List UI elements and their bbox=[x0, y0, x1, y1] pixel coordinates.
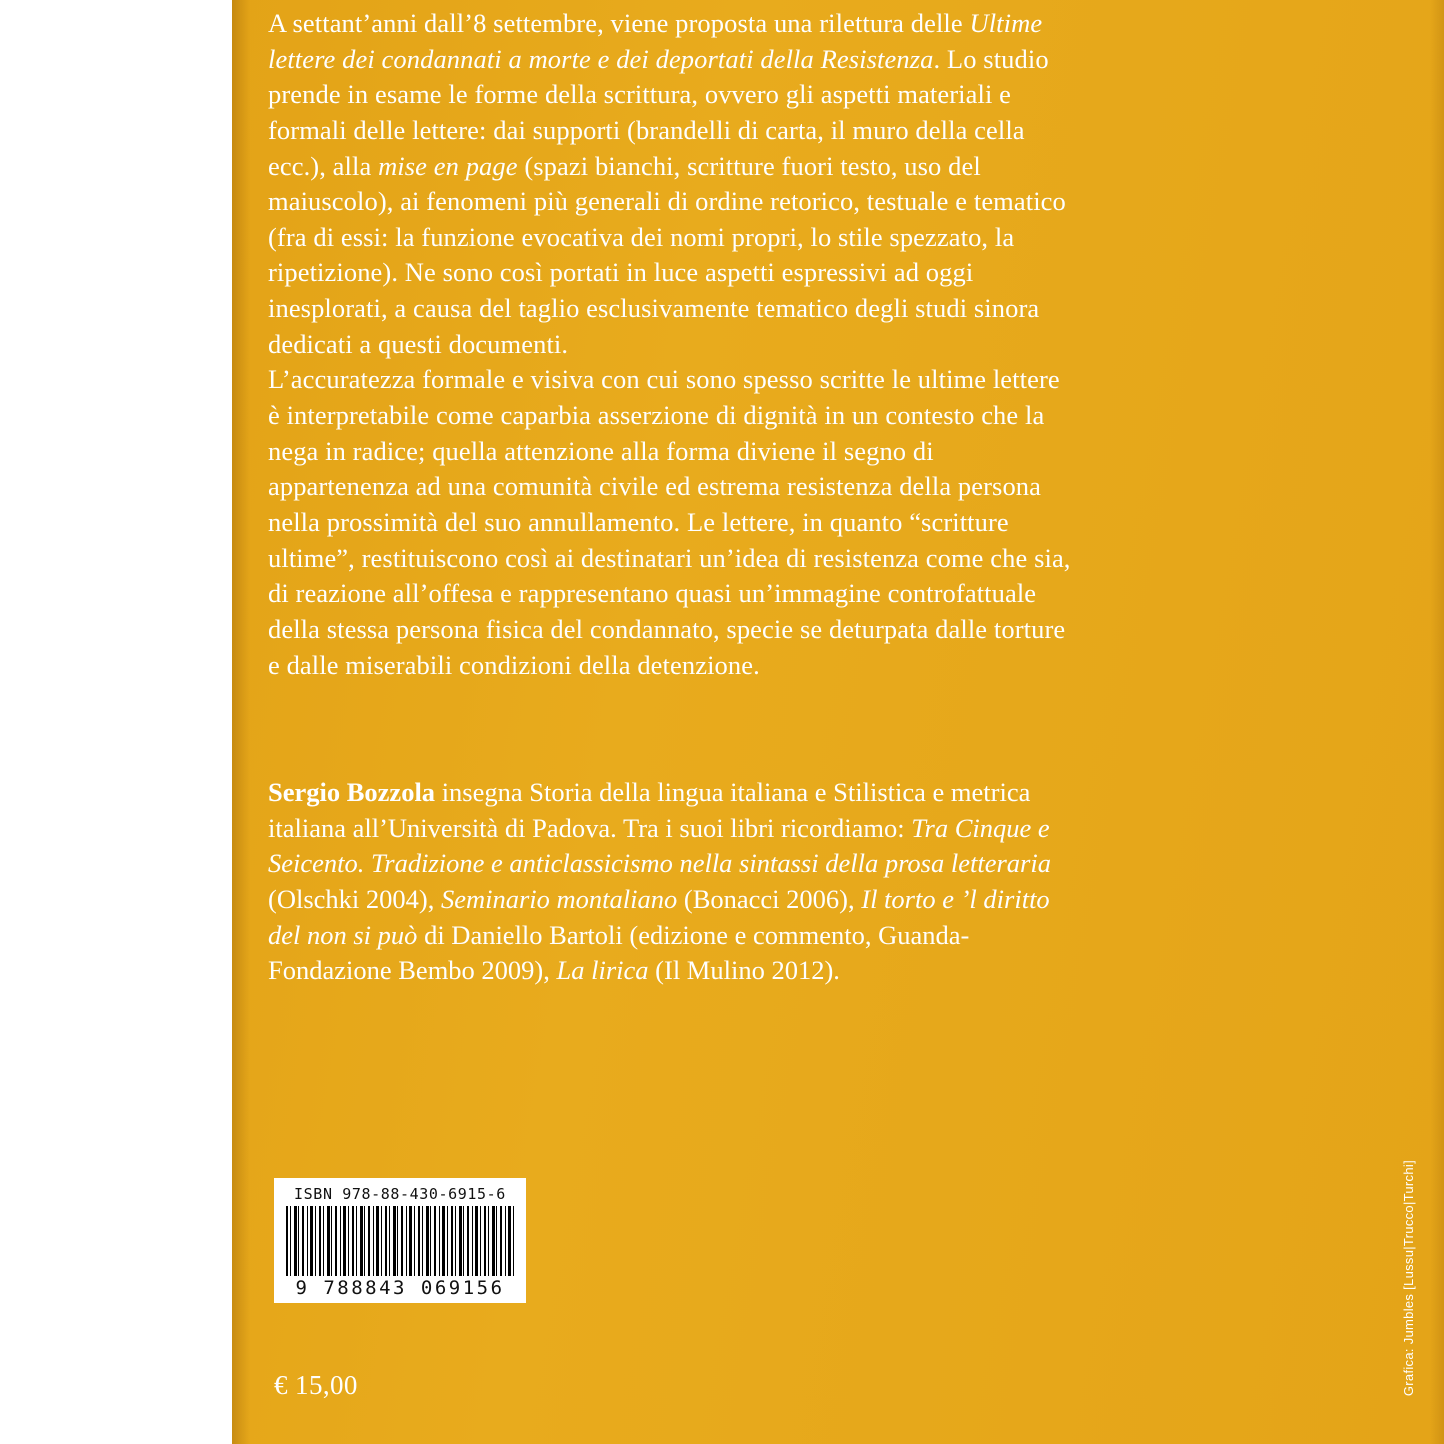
barcode-bars bbox=[286, 1206, 514, 1276]
bio-title-1: Tra Cinque e Seicento. Tradizione e anticlassicismo nella sintassi della prosa letteraria bbox=[268, 812, 1051, 879]
blurb-p1-italic-1: Ultime lettere dei condannati a morte e dei deportati della Resistenza bbox=[268, 8, 1043, 74]
bio-seg4: di Daniello Bartoli (edizione e commento, Guanda-Fondazione Bembo 2009), bbox=[268, 919, 970, 986]
book-cover bbox=[232, 0, 1444, 1444]
blurb-p1-italic-2: mise en page bbox=[378, 150, 518, 181]
bio-seg1: insegna Storia della lingua italiana e Stilistica e metrica italiana all’Università di Padova. Tra i suoi libri ricordiamo: bbox=[268, 777, 1031, 843]
bio-title-4: La lirica bbox=[556, 955, 649, 986]
blurb-p1-seg1: A settant’anni dall’8 settembre, viene proposta una rilettura delle bbox=[268, 8, 970, 38]
author-name: Sergio Bozzola bbox=[268, 777, 436, 807]
isbn-label: ISBN 978-88-430-6915-6 bbox=[294, 1185, 506, 1203]
blurb-paragraph-1 bbox=[268, 6, 1078, 362]
barcode-digits: 9 788843 069156 bbox=[295, 1277, 505, 1299]
edge-shadow bbox=[1430, 0, 1444, 1444]
isbn-barcode bbox=[274, 1178, 526, 1303]
bio-title-2: Seminario montaliano bbox=[440, 883, 678, 914]
bio-title-3: Il torto e ’l diritto del non si può bbox=[268, 883, 1050, 950]
bio-seg2: (Olschki 2004), bbox=[268, 883, 441, 914]
blurb-p1-seg3: (spazi bianchi, scritture fuori testo, uso del maiuscolo), ai fenomeni più generali di ordine retorico, testuale e tematico (fra di essi: la funzione evocativa dei nomi propri, lo stile spezzato, la ripetizione). Ne sono così portati in luce aspetti espressivi ad oggi inesplorati, a causa del taglio esclusivamente tematico degli studi sinora dedicati a questi documenti. bbox=[268, 150, 1066, 359]
spine-shadow bbox=[232, 0, 250, 1444]
author-bio-paragraph bbox=[268, 775, 1058, 989]
blurb-paragraph-2: L’accuratezza formale e visiva con cui sono spesso scritte le ultime lettere è interpretabile come caparbia asserzione di dignità in un contesto che la nega in radice; quella attenzione alla forma diviene il segno di appartenenza ad una comunità civile ed estrema resistenza della persona nella prossimità del suo annullamento. Le lettere, in quanto “scritture ultime”, restituiscono così ai destinatari un’idea di resistenza come che sia, di reazione all’offesa e rappresentano quasi un’immagine controfattuale della stessa persona fisica del condannato, specie se deturpata dalle torture e dalle miserabili condizioni della detenzione. bbox=[268, 364, 1071, 680]
author-bio-block bbox=[268, 775, 1058, 989]
blurb-text-block bbox=[268, 6, 1078, 683]
bio-seg3: (Bonacci 2006), bbox=[677, 883, 862, 914]
bio-seg5: (Il Mulino 2012). bbox=[648, 955, 840, 986]
blurb-p1-seg2: . Lo studio prende in esame le forme della scrittura, ovvero gli aspetti materiali e formali delle lettere: dai supporti (brandelli di carta, il muro della cella ecc.), alla bbox=[268, 43, 1049, 181]
design-credit: Grafica: Jumbles [Lussu|Trucco|Turchi] bbox=[1401, 1159, 1416, 1396]
price-label: € 15,00 bbox=[274, 1370, 358, 1400]
